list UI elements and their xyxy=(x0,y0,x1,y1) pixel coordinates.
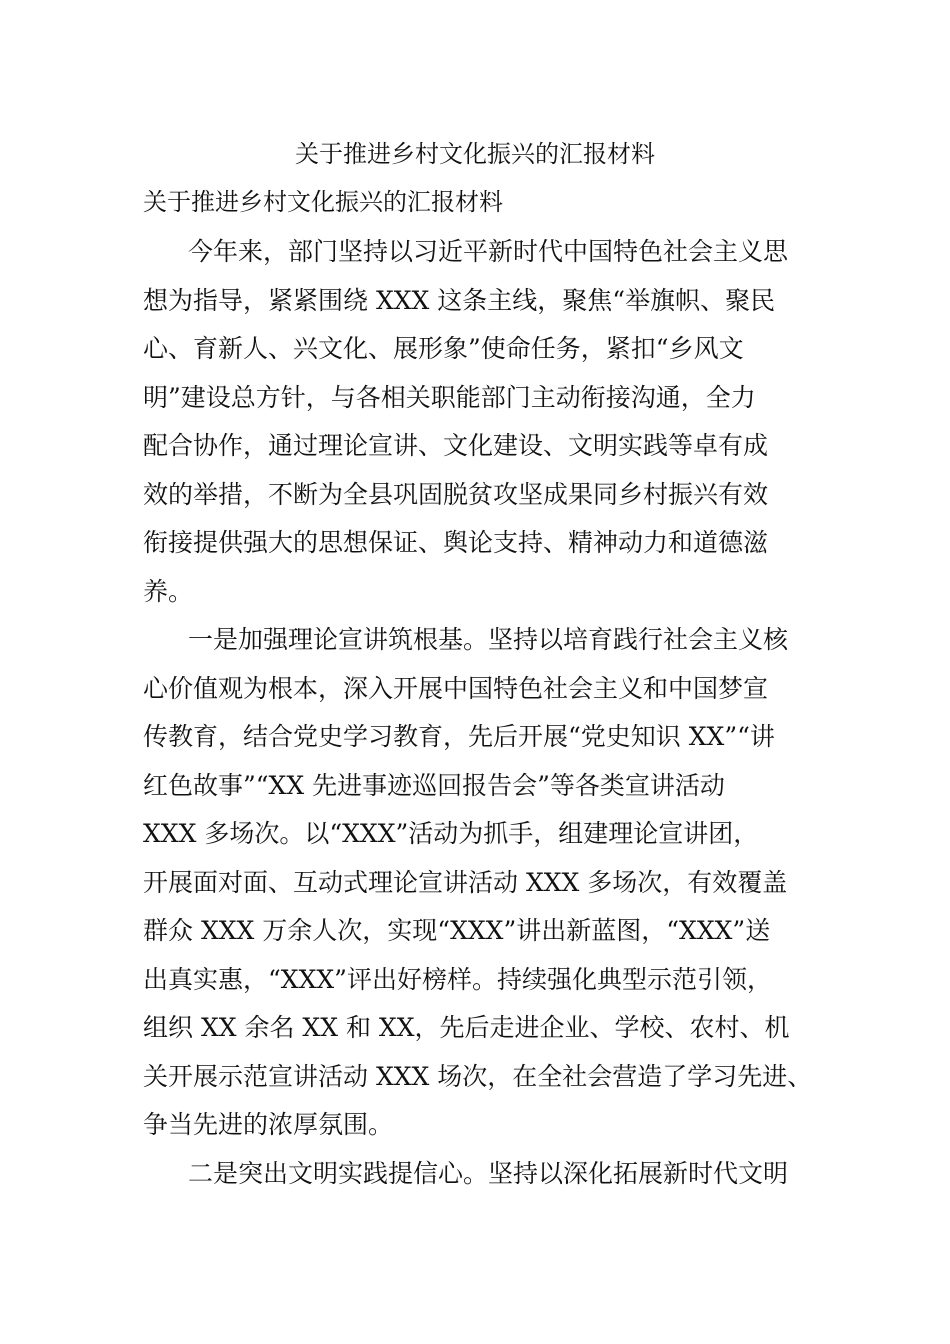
paragraph-line: XXX 多场次。以“XXX”活动为抓手，组建理论宣讲团， xyxy=(143,819,759,848)
paragraph-line: 效的举措，不断为全县巩固脱贫攻坚成果同乡村振兴有效 xyxy=(143,479,769,509)
paragraph-line: 组织 XX 余名 XX 和 XX，先后走进企业、学校、农村、机 xyxy=(143,1013,790,1042)
paragraph-line: 今年来，部门坚持以习近平新时代中国特色社会主义思 xyxy=(188,237,789,266)
paragraph-line: 养。 xyxy=(143,576,194,606)
paragraph-line: 群众 XXX 万余人次，实现“XXX”讲出新蓝图，“XXX”送 xyxy=(143,916,771,945)
document-body xyxy=(143,228,833,1198)
paragraph-line: 明”建设总方针，与各相关职能部门主动衔接沟通，全力 xyxy=(143,382,756,412)
paragraph-line: 衔接提供强大的思想保证、舆论支持、精神动力和道德滋 xyxy=(143,528,769,557)
paragraph-line: 心、育新人、兴文化、展形象”使命任务，紧扣“乡风文 xyxy=(143,334,744,363)
paragraph-line: 想为指导，紧紧围绕 XXX 这条主线，聚焦“举旗帜、聚民 xyxy=(143,285,776,315)
page-title: 关于推进乡村文化振兴的汇报材料 xyxy=(295,140,655,168)
document-subtitle: 关于推进乡村文化振兴的汇报材料 xyxy=(143,188,503,216)
paragraph-line: 配合协作，通过理论宣讲、文化建设、文明实践等卓有成 xyxy=(143,431,769,460)
paragraph-line: 争当先进的浓厚氛围。 xyxy=(143,1110,394,1139)
paragraph-line: 传教育，结合党史学习教育，先后开展“党史知识 XX”“讲 xyxy=(143,722,775,751)
paragraph-line: 心价值观为根本，深入开展中国特色社会主义和中国梦宣 xyxy=(143,673,769,703)
paragraph-line: 一是加强理论宣讲筑根基。坚持以培育践行社会主义核 xyxy=(188,625,789,654)
paragraph-line: 红色故事”“XX 先进事迹巡回报告会”等各类宣讲活动 xyxy=(143,770,725,800)
paragraph-line: 二是突出文明实践提信心。坚持以深化拓展新时代文明 xyxy=(188,1158,789,1188)
paragraph-line: 开展面对面、互动式理论宣讲活动 XXX 多场次，有效覆盖 xyxy=(143,867,788,897)
paragraph-line: 关开展示范宣讲活动 XXX 场次，在全社会营造了学习先进、 xyxy=(143,1061,813,1091)
paragraph-line: 出真实惠，“XXX”评出好榜样。持续强化典型示范引领， xyxy=(143,964,772,994)
